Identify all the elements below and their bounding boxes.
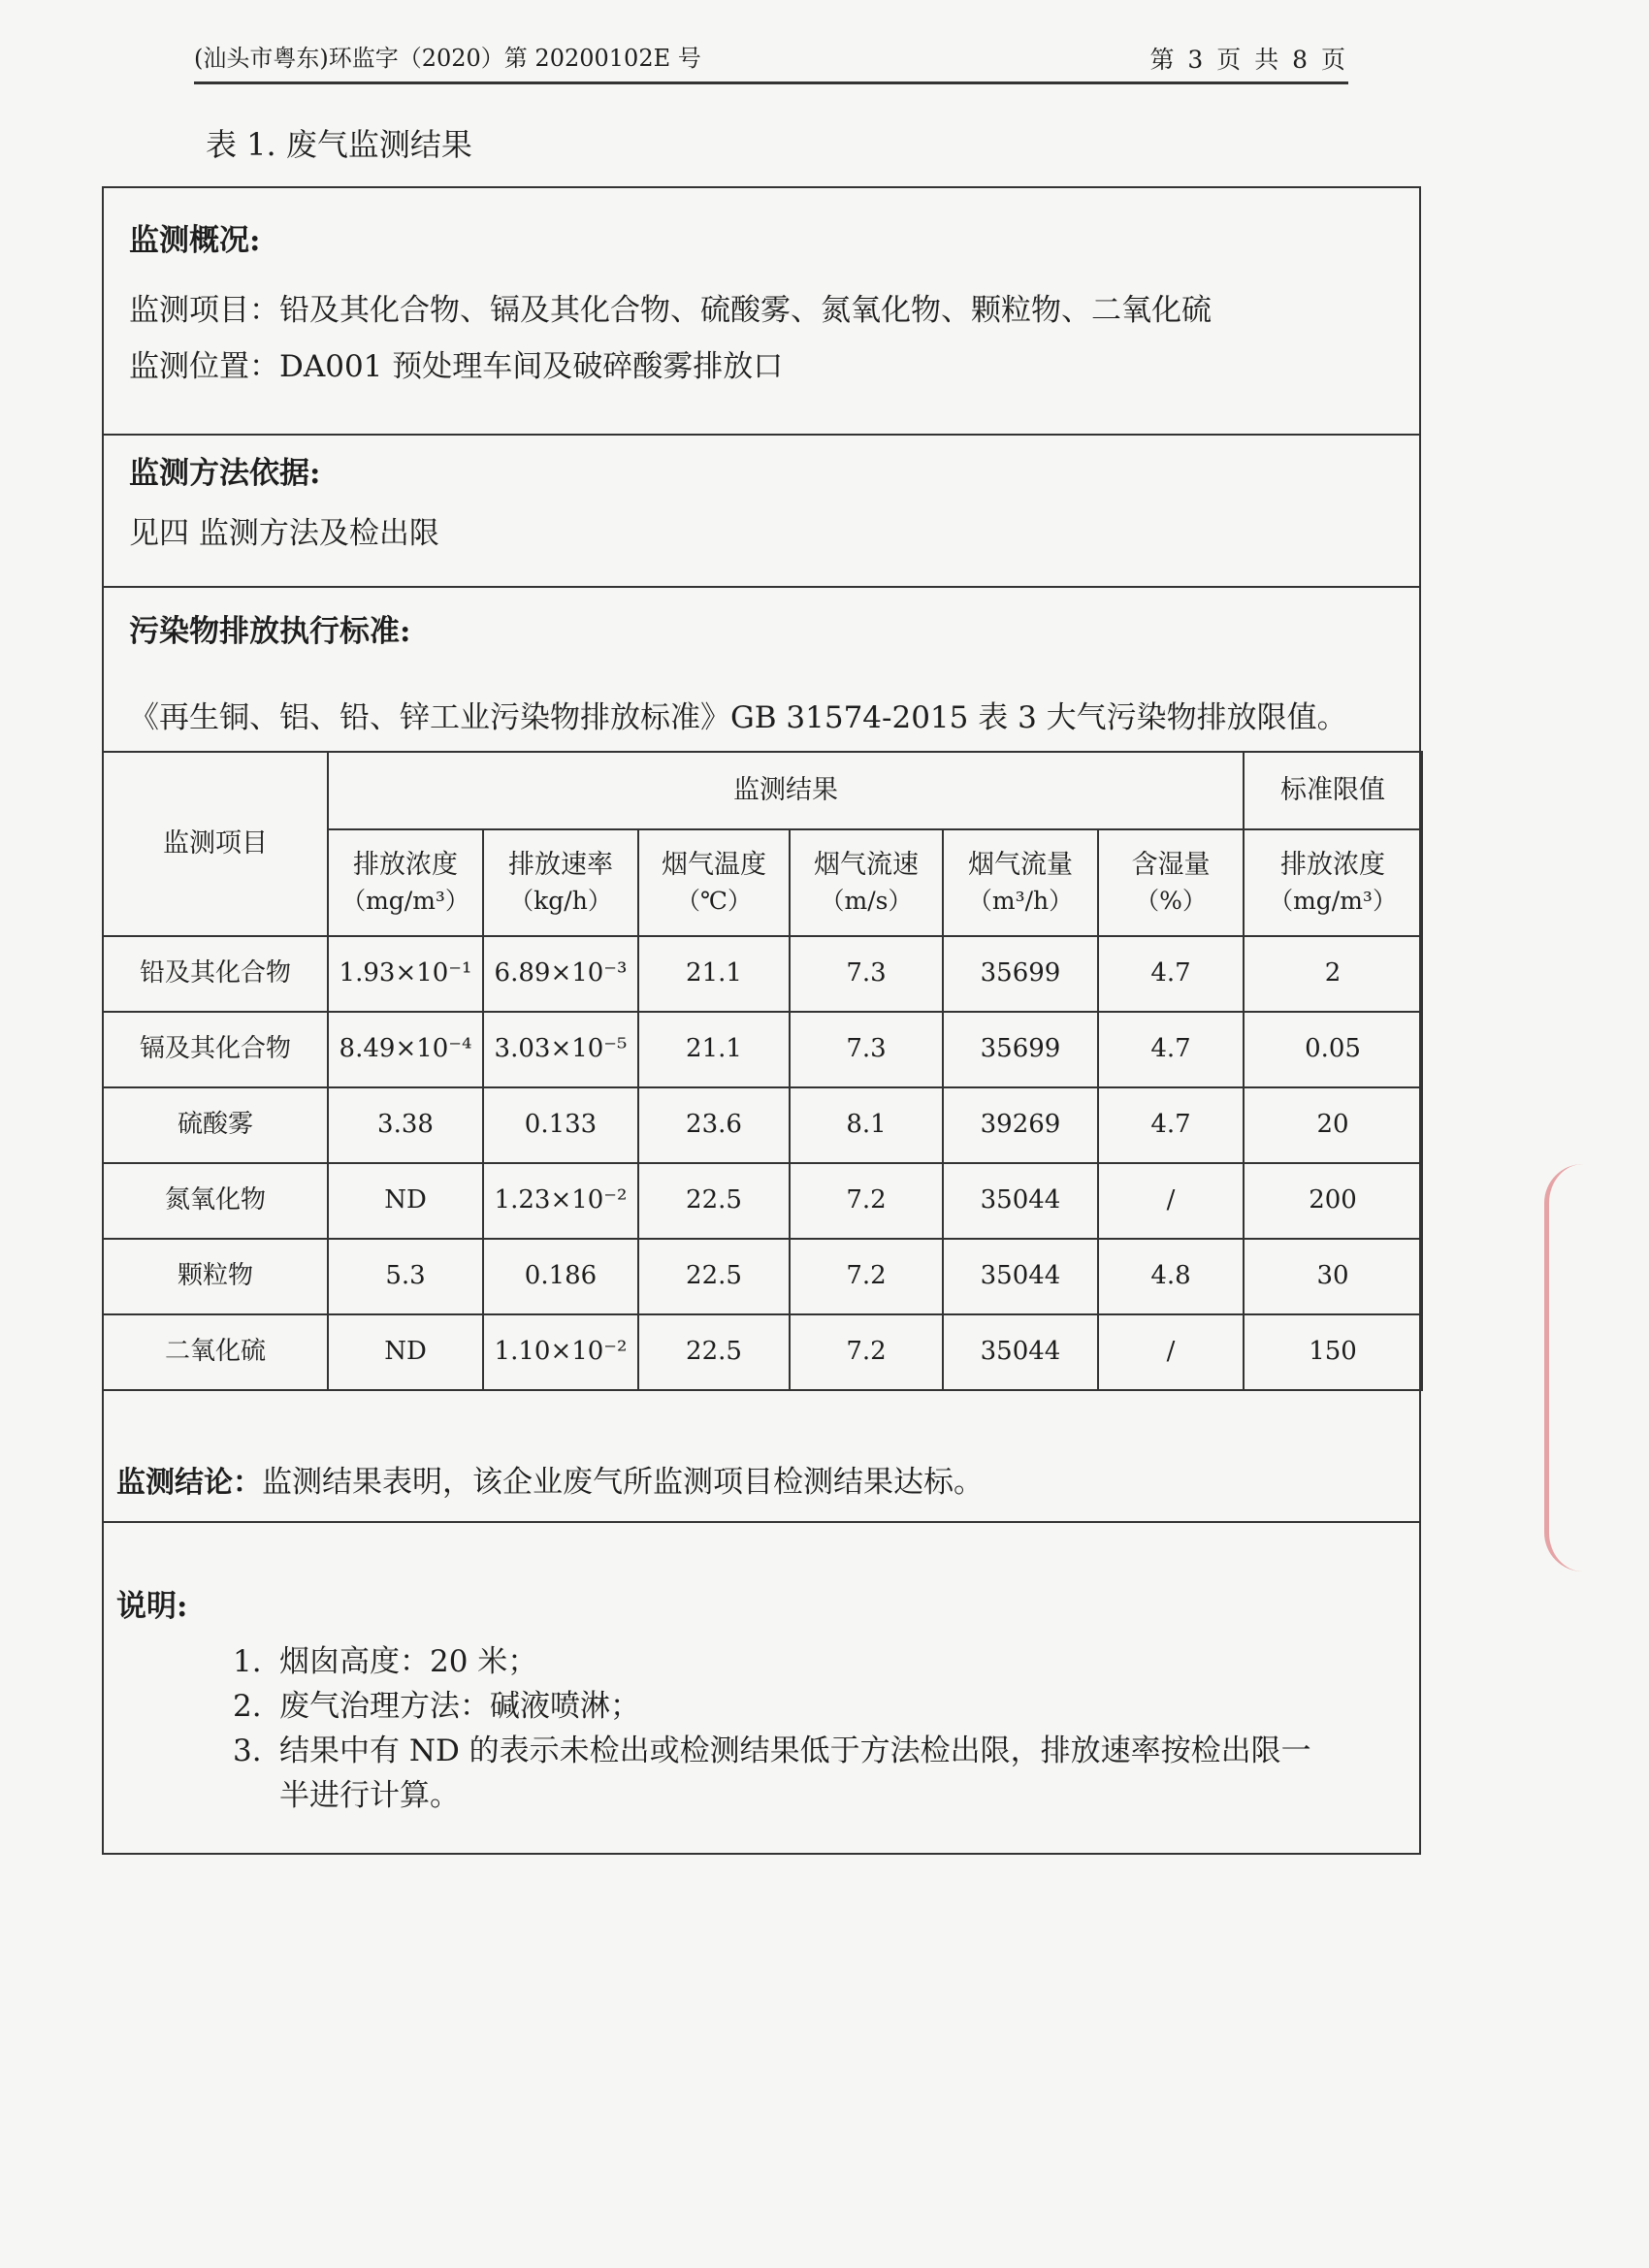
note-number <box>233 1773 279 1818</box>
cell-temp: 22.5 <box>638 1163 790 1239</box>
col-header-unit: （%） <box>1135 887 1207 916</box>
cell-item: 颗粒物 <box>103 1239 328 1314</box>
cell-item: 铅及其化合物 <box>103 936 328 1012</box>
page-header <box>194 27 1348 84</box>
cell-moisture: / <box>1098 1163 1244 1239</box>
cell-limit: 150 <box>1244 1314 1422 1390</box>
col-group-limit: 标准限值 <box>1244 752 1422 829</box>
method-label: 监测方法依据: <box>129 456 321 491</box>
standard-text: 《再生铜、铝、铅、锌工业污染物排放标准》GB 31574-2015 表 3 大气污染物排放限值。 <box>129 700 1347 735</box>
col-header-unit: （m/s） <box>820 887 913 916</box>
cell-limit: 0.05 <box>1244 1012 1422 1087</box>
divider <box>102 434 1421 436</box>
table-row <box>103 1239 1422 1314</box>
cell-temp: 21.1 <box>638 936 790 1012</box>
cell-item: 硫酸雾 <box>103 1087 328 1163</box>
col-header-name: 排放浓度 <box>353 850 458 881</box>
cell-flow: 35044 <box>943 1239 1098 1314</box>
cell-speed: 7.2 <box>790 1239 943 1314</box>
cell-conc: 3.38 <box>328 1087 483 1163</box>
cell-item: 镉及其化合物 <box>103 1012 328 1087</box>
cell-temp: 22.5 <box>638 1239 790 1314</box>
cell-rate: 0.186 <box>483 1239 638 1314</box>
overview-items: 监测项目：铅及其化合物、镉及其化合物、硫酸雾、氮氧化物、颗粒物、二氧化硫 <box>129 293 1212 328</box>
list-item <box>233 1729 1311 1773</box>
col-header-name: 烟气温度 <box>662 850 766 881</box>
cell-conc: 8.49×10⁻⁴ <box>328 1012 483 1087</box>
col-header-unit: （m³/h） <box>967 887 1074 916</box>
cell-flow: 35699 <box>943 1012 1098 1087</box>
col-header <box>638 829 790 936</box>
cell-moisture: 4.7 <box>1098 1087 1244 1163</box>
note-text: 废气治理方法：碱液喷淋； <box>279 1689 640 1724</box>
cell-speed: 7.3 <box>790 1012 943 1087</box>
col-header <box>790 829 943 936</box>
col-header-unit: （mg/m³） <box>341 887 469 916</box>
method-text: 见四 监测方法及检出限 <box>129 516 439 551</box>
cell-limit: 2 <box>1244 936 1422 1012</box>
cell-temp: 23.6 <box>638 1087 790 1163</box>
note-number: 3. <box>233 1733 262 1768</box>
cell-speed: 7.3 <box>790 936 943 1012</box>
col-header-name: 烟气流速 <box>814 850 919 881</box>
divider <box>102 1521 1421 1523</box>
list-item <box>233 1684 1311 1729</box>
cell-speed: 8.1 <box>790 1087 943 1163</box>
standard-label: 污染物排放执行标准: <box>129 614 411 649</box>
list-item <box>233 1639 1311 1684</box>
conclusion <box>116 1457 984 1501</box>
col-header-item: 监测项目 <box>103 752 328 936</box>
col-header-name: 排放速率 <box>508 850 613 881</box>
conclusion-text: 监测结果表明，该企业废气所监测项目检测结果达标。 <box>262 1465 984 1500</box>
cell-flow: 35044 <box>943 1314 1098 1390</box>
table-row <box>103 1314 1422 1390</box>
col-header <box>328 829 483 936</box>
col-header <box>943 829 1098 936</box>
results-table <box>102 751 1423 1391</box>
cell-moisture: 4.7 <box>1098 1012 1244 1087</box>
cell-moisture: / <box>1098 1314 1244 1390</box>
cell-rate: 1.23×10⁻² <box>483 1163 638 1239</box>
cell-item: 氮氧化物 <box>103 1163 328 1239</box>
col-header <box>483 829 638 936</box>
table-row <box>103 936 1422 1012</box>
overview-location: 监测位置：DA001 预处理车间及破碎酸雾排放口 <box>129 349 784 384</box>
note-number: 2. <box>233 1689 262 1724</box>
red-seal-stamp <box>1544 1164 1627 1571</box>
col-header <box>1244 829 1422 936</box>
note-text: 烟囱高度：20 米； <box>279 1644 538 1679</box>
cell-speed: 7.2 <box>790 1163 943 1239</box>
table-title: 表 1. 废气监测结果 <box>206 126 472 163</box>
table-row <box>103 1087 1422 1163</box>
doc-number: (汕头市粤东)环监字（2020）第 20200102E 号 <box>194 45 701 72</box>
note-number: 1. <box>233 1644 262 1679</box>
overview-label: 监测概况: <box>129 223 261 258</box>
cell-item: 二氧化硫 <box>103 1314 328 1390</box>
col-group-results: 监测结果 <box>328 752 1244 829</box>
cell-rate: 0.133 <box>483 1087 638 1163</box>
cell-speed: 7.2 <box>790 1314 943 1390</box>
cell-flow: 35699 <box>943 936 1098 1012</box>
note-text: 结果中有 ND 的表示未检出或检测结果低于方法检出限，排放速率按检出限一 <box>279 1733 1311 1768</box>
col-header-name: 含湿量 <box>1131 850 1211 881</box>
cell-moisture: 4.8 <box>1098 1239 1244 1314</box>
cell-conc: ND <box>328 1314 483 1390</box>
col-header-unit: （kg/h） <box>509 887 612 916</box>
col-header-unit: （℃） <box>676 887 752 916</box>
table-row <box>103 1163 1422 1239</box>
cell-moisture: 4.7 <box>1098 936 1244 1012</box>
col-header-name: 排放浓度 <box>1280 850 1386 881</box>
page-info: 第 3 页 共 8 页 <box>1149 46 1348 74</box>
cell-rate: 6.89×10⁻³ <box>483 936 638 1012</box>
cell-rate: 1.10×10⁻² <box>483 1314 638 1390</box>
conclusion-label: 监测结论： <box>116 1466 262 1500</box>
cell-flow: 35044 <box>943 1163 1098 1239</box>
cell-temp: 21.1 <box>638 1012 790 1087</box>
col-header-unit: （mg/m³） <box>1269 887 1397 916</box>
table-row <box>103 1012 1422 1087</box>
cell-rate: 3.03×10⁻⁵ <box>483 1012 638 1087</box>
cell-conc: ND <box>328 1163 483 1239</box>
notes-list <box>233 1639 1311 1818</box>
cell-limit: 30 <box>1244 1239 1422 1314</box>
list-item <box>233 1773 1311 1818</box>
cell-limit: 200 <box>1244 1163 1422 1239</box>
col-header <box>1098 829 1244 936</box>
divider <box>102 586 1421 588</box>
notes-label: 说明: <box>116 1589 188 1624</box>
cell-temp: 22.5 <box>638 1314 790 1390</box>
cell-limit: 20 <box>1244 1087 1422 1163</box>
cell-conc: 5.3 <box>328 1239 483 1314</box>
note-text: 半进行计算。 <box>279 1778 460 1813</box>
cell-conc: 1.93×10⁻¹ <box>328 936 483 1012</box>
cell-flow: 39269 <box>943 1087 1098 1163</box>
col-header-name: 烟气流量 <box>968 850 1073 881</box>
